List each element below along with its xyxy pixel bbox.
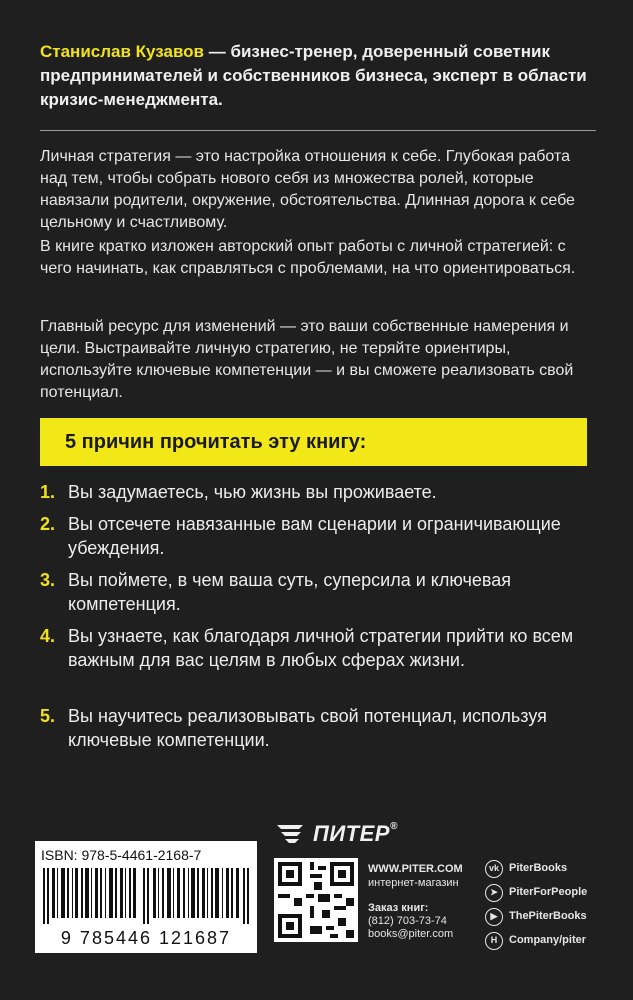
social-link-habr[interactable] — [485, 932, 625, 952]
reason-number: 2. — [40, 514, 56, 534]
social-label: PiterBooks — [509, 862, 568, 874]
reason-number: 5. — [40, 706, 56, 726]
order-info — [368, 902, 453, 941]
paragraph-3: Главный ресурс для изменений — это ваши собственные намерения и цели. Выстраивайте личную стратегию, не теряйте ориентиры, используйте ключевые компетенции — и вы сможете реализовать свой потенциал. — [40, 318, 574, 401]
isbn-text: ISBN: 978-5-4461-2168-7 — [41, 847, 202, 863]
reason-text: Вы задумаетесь, чью жизнь вы проживаете. — [68, 482, 437, 502]
piter-logo-icon — [273, 819, 309, 849]
paragraph-1: Личная стратегия — это настройка отношения к себе. Глубокая работа над тем, чтобы собрать нового себя из множества ролей, которые навязали родители, окружение, обстоятельства. Длинная дорога к себе цельному и счастливому. — [40, 148, 575, 231]
publisher-logo — [273, 814, 473, 854]
social-link-vk[interactable] — [485, 860, 625, 880]
order-phone: (812) 703-73-74 — [368, 915, 447, 927]
barcode-number: 9 785446 121687 — [60, 928, 232, 948]
reason-number: 4. — [40, 626, 56, 646]
reason-number: 3. — [40, 570, 56, 590]
social-label: PiterForPeople — [509, 886, 588, 898]
publisher-name — [313, 821, 398, 847]
social-link-telegram[interactable] — [485, 884, 625, 904]
registered-mark: ® — [389, 821, 398, 832]
vk-icon: vk — [485, 860, 503, 878]
telegram-icon: ➤ — [485, 884, 503, 902]
youtube-icon: ▶ — [485, 908, 503, 926]
reason-text: Вы отсечете навязанные вам сценарии и ограничивающие убеждения. — [68, 514, 561, 558]
author-description: — бизнес-тренер, доверенный советник предпринимателей и собственников бизнеса, эксперт в области кризис-менеджмента. — [40, 42, 587, 109]
social-label: Company/piter — [509, 934, 587, 946]
reason-number: 1. — [40, 482, 56, 502]
reason-text: Вы узнаете, как благодаря личной стратегии прийти ко всем важным для вас целям в любых сферах жизни. — [68, 626, 574, 670]
paragraph-2: В книге кратко изложен авторский опыт работы с личной стратегией: с чего начинать, как справляться с проблемами, на что ориентироваться. — [40, 238, 576, 277]
reason-text: Вы научитесь реализовывать свой потенциал, используя ключевые компетенции. — [68, 706, 547, 750]
reasons-banner: 5 причин прочитать эту книгу: — [40, 418, 587, 466]
author-name: Станислав Кузавов — [40, 42, 205, 61]
barcode — [35, 841, 257, 953]
website-info — [368, 862, 463, 890]
website-label: интернет-магазин — [368, 877, 459, 889]
order-email[interactable]: books@piter.com — [368, 928, 454, 940]
reason-text: Вы поймете, в чем ваша суть, суперсила и ключевая компетенция. — [68, 570, 511, 614]
social-label: ThePiterBooks — [509, 910, 587, 922]
divider — [40, 130, 596, 131]
publisher-name-text: ПИТЕР — [313, 821, 390, 846]
order-title: Заказ книг: — [368, 902, 429, 914]
barcode-bars-icon — [43, 868, 249, 924]
author-bio — [40, 40, 600, 112]
social-link-youtube[interactable] — [485, 908, 625, 928]
habr-icon: H — [485, 932, 503, 950]
qr-code-icon[interactable] — [274, 858, 358, 942]
website-url[interactable]: WWW.PITER.COM — [368, 863, 463, 875]
